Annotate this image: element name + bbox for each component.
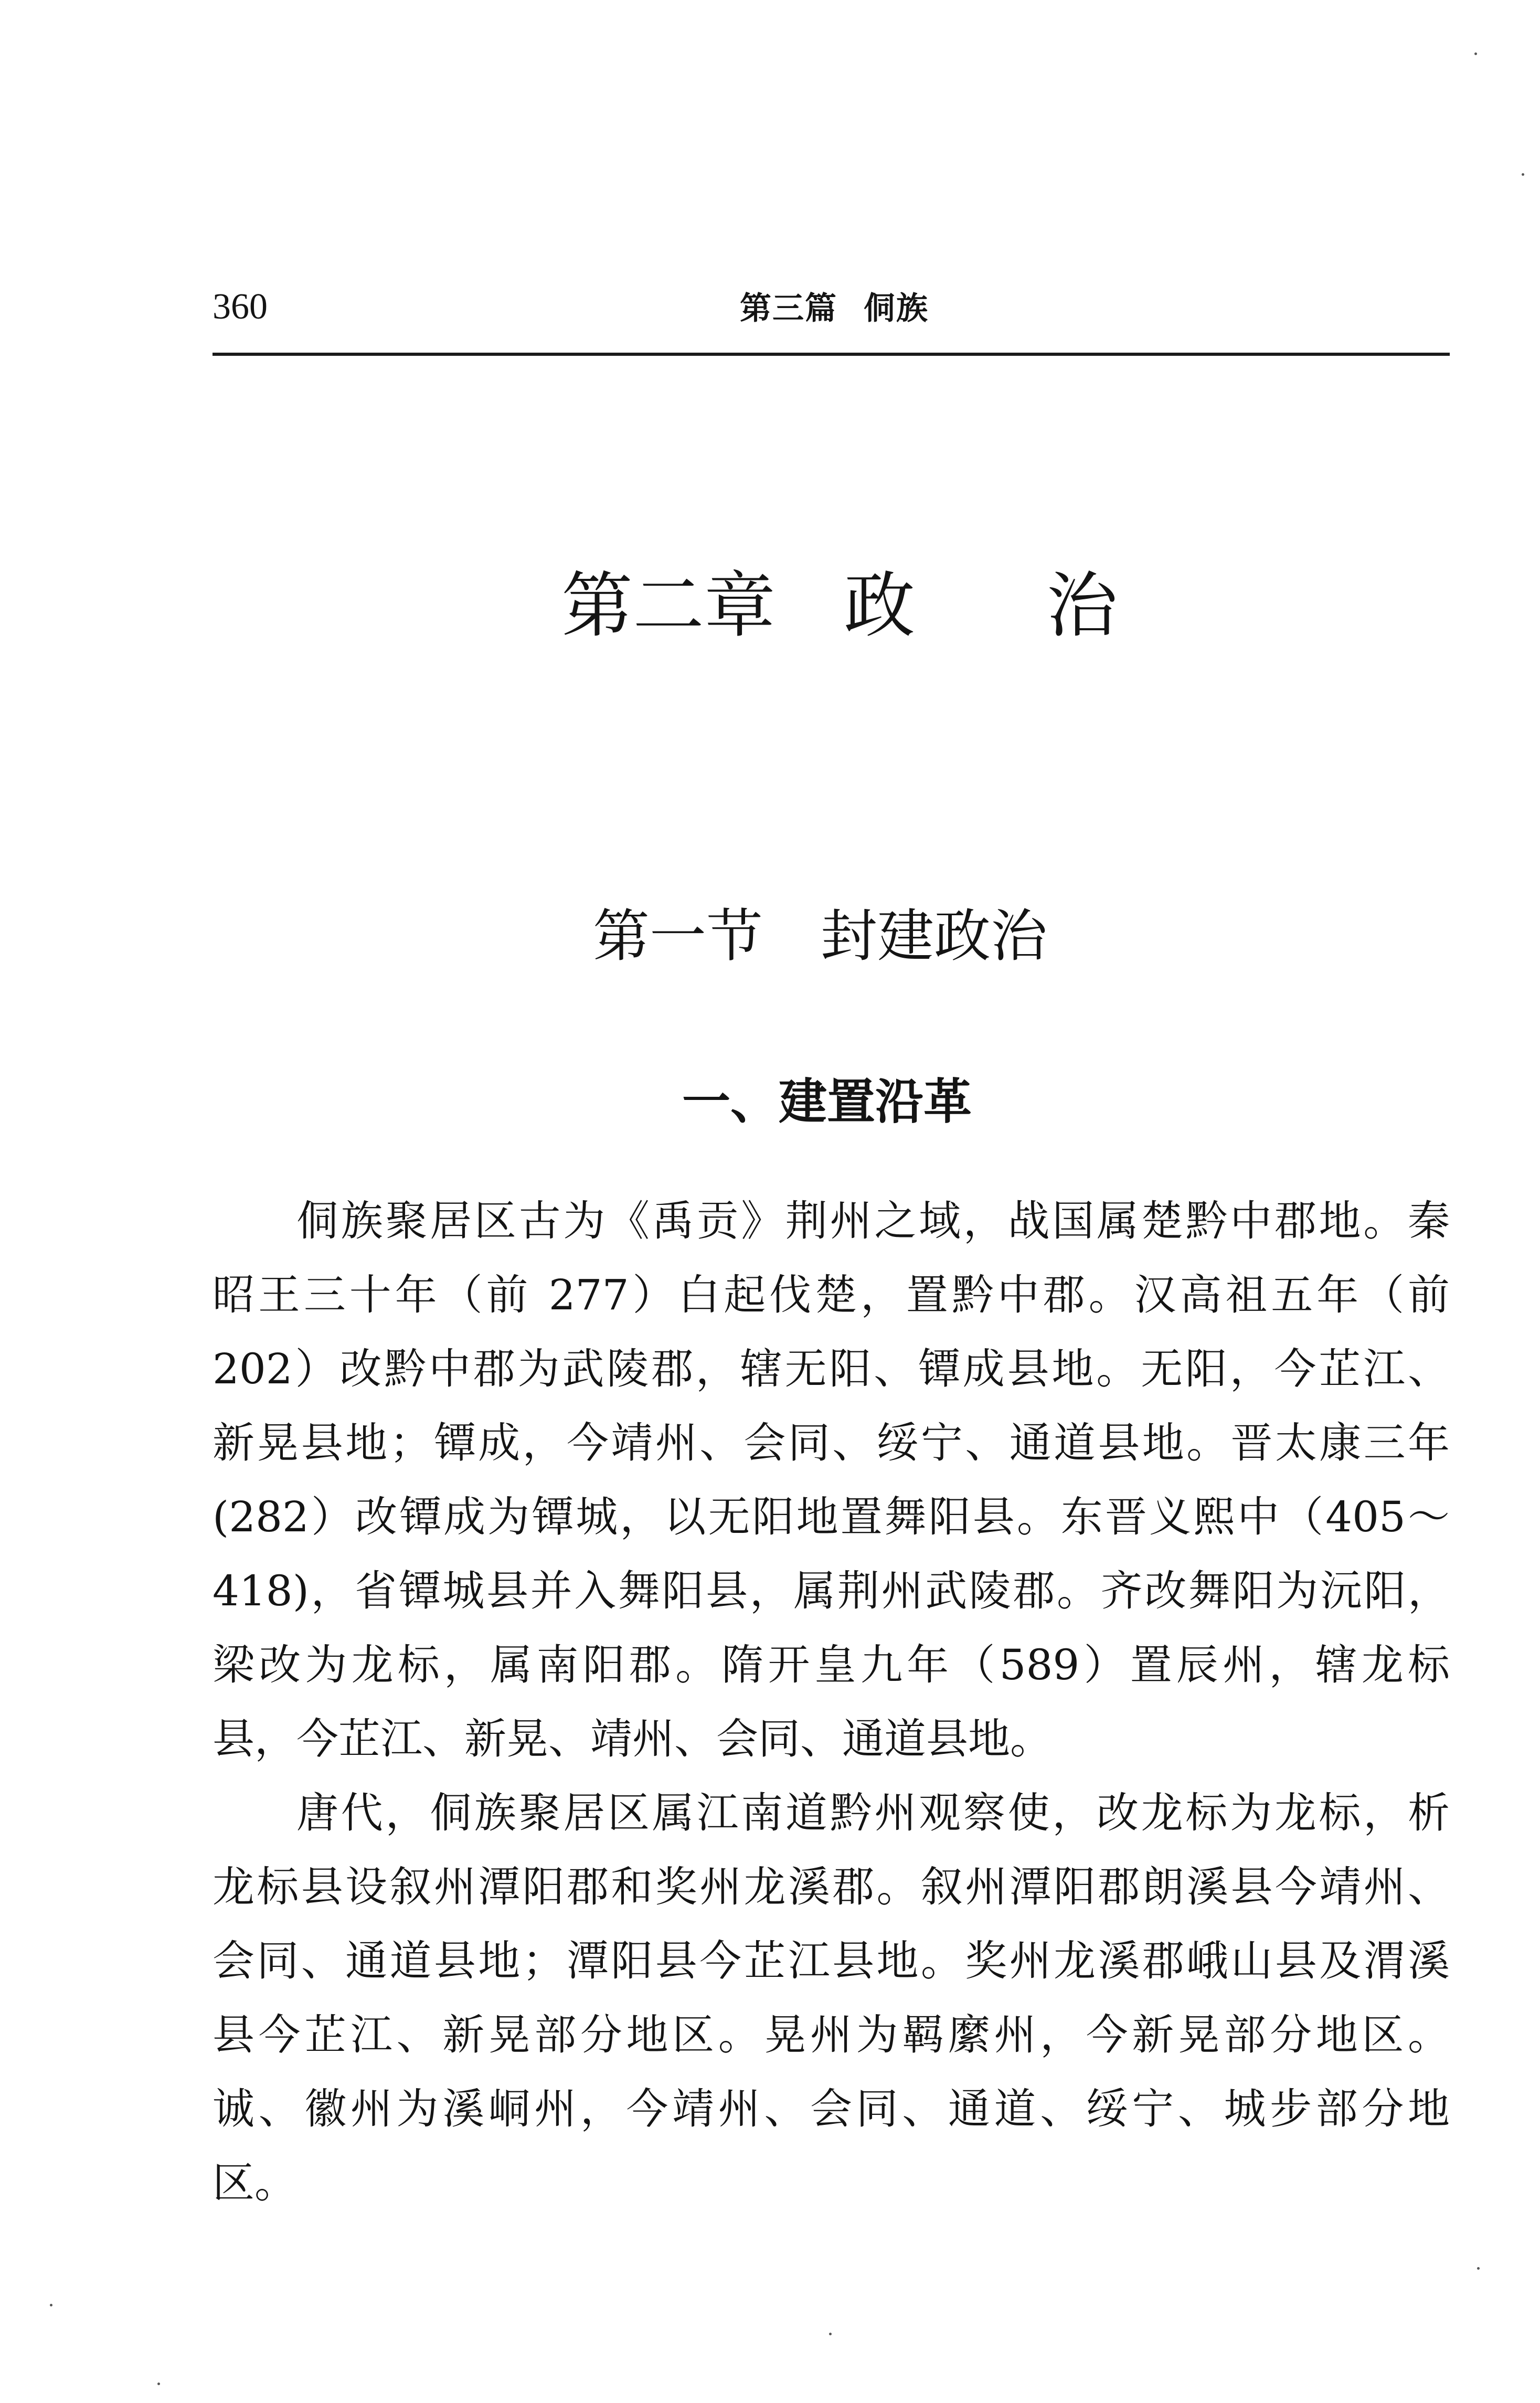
text-line: 会同、通道县地；潭阳县今芷江县地。奖州龙溪郡峨山县及渭溪	[213, 1936, 1450, 1985]
text-line: 区。	[213, 2158, 296, 2207]
text-line: 侗族聚居区古为《禹贡》荆州之域，战国属楚黔中郡地。秦	[296, 1197, 1450, 1245]
header-rule	[213, 353, 1450, 356]
text-line: 县，今芷江、新晃、靖州、会同、通道县地。	[213, 1714, 1052, 1763]
section-title	[593, 903, 1047, 971]
text-line: 202）改黔中郡为武陵郡，辖无阳、镡成县地。无阳，今芷江、	[213, 1345, 1450, 1393]
scan-speck	[829, 2333, 832, 2335]
scan-speck	[50, 2304, 52, 2306]
body-text	[213, 1184, 1450, 2220]
text-line: (282）改镡成为镡城，以无阳地置舞阳县。东晋义熙中（405～	[213, 1492, 1450, 1541]
running-header	[724, 288, 944, 330]
subsection-title: 一、建置沿革	[682, 1074, 972, 1130]
text-line: 龙标县设叙州潭阳郡和奖州龙溪郡。叙州潭阳郡朗溪县今靖州、	[213, 1862, 1450, 1911]
page-number: 360	[213, 287, 268, 327]
scan-speck	[1477, 2267, 1480, 2270]
scan-speck	[157, 2383, 160, 2385]
section-label: 第一节	[593, 904, 763, 969]
text-line: 唐代，侗族聚居区属江南道黔州观察使，改龙标为龙标，析	[296, 1788, 1450, 1837]
paragraph-2	[213, 1776, 1450, 2220]
chapter-title-char-2: 治	[1046, 565, 1118, 648]
text-line: 诚、徽州为溪峒州，今靖州、会同、通道、绥宁、城步部分地	[213, 2084, 1450, 2133]
chapter-label: 第二章	[561, 565, 776, 648]
scan-speck	[1474, 52, 1477, 55]
text-line: 昭王三十年（前 277）白起伐楚，置黔中郡。汉高祖五年（前	[213, 1271, 1450, 1319]
scan-speck	[1522, 173, 1524, 176]
running-header-title: 侗族	[864, 290, 929, 327]
section-name: 封建政治	[821, 904, 1048, 969]
chapter-title	[561, 564, 1118, 648]
chapter-title-char-1: 政	[844, 565, 915, 648]
paragraph-1	[213, 1184, 1450, 1776]
text-line: 县今芷江、新晃部分地区。晃州为羁縻州，今新晃部分地区。	[213, 2010, 1450, 2059]
running-header-part: 第三篇	[740, 290, 837, 327]
text-line: 新晃县地；镡成，今靖州、会同、绥宁、通道县地。晋太康三年	[213, 1418, 1450, 1467]
text-line: 418)，省镡城县并入舞阳县，属荆州武陵郡。齐改舞阳为沅阳，	[213, 1566, 1450, 1615]
text-line: 梁改为龙标，属南阳郡。隋开皇九年（589）置辰州，辖龙标	[213, 1640, 1450, 1689]
